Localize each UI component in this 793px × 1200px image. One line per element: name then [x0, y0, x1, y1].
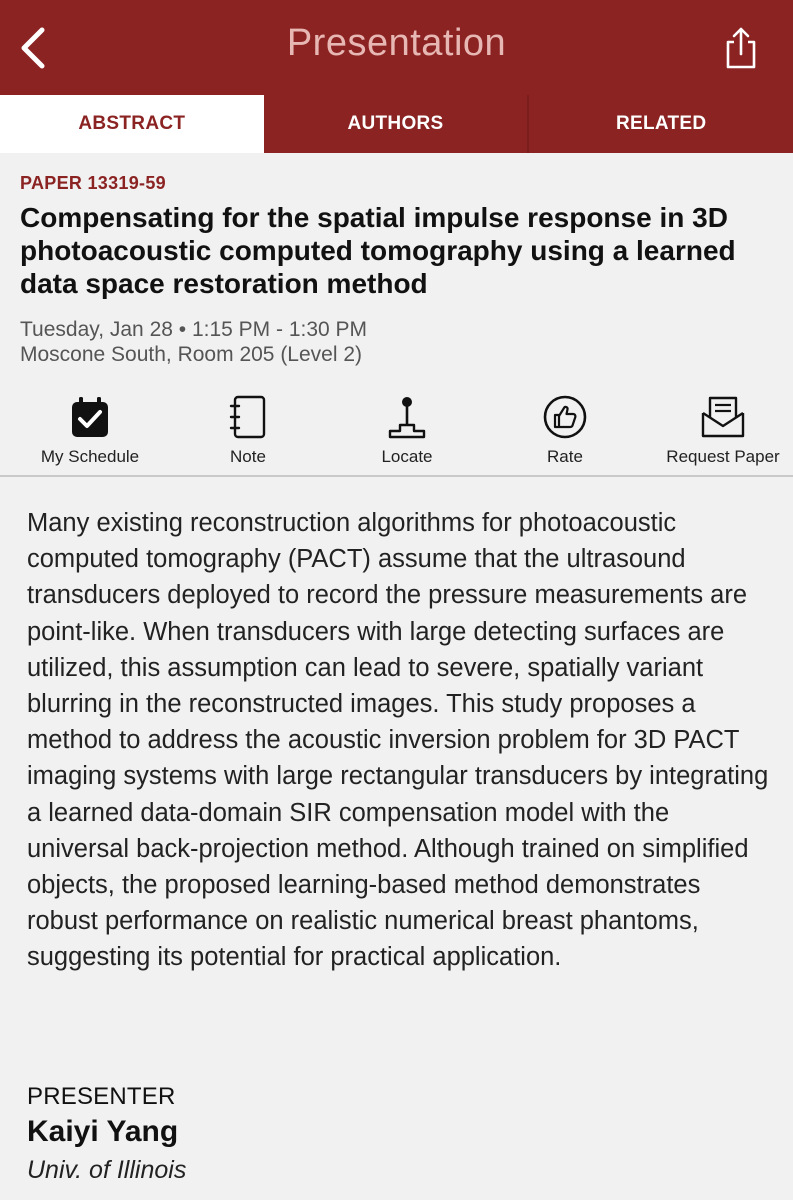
action-label-request-paper: Request Paper: [666, 447, 780, 466]
action-label-note: Note: [230, 447, 266, 466]
session-info: [20, 317, 720, 367]
action-label-rate: Rate: [547, 447, 583, 466]
tab-related[interactable]: RELATED: [527, 95, 793, 153]
note-button[interactable]: [173, 393, 323, 467]
envelope-icon: [699, 395, 747, 439]
tab-bar: [0, 95, 793, 153]
action-label-my-schedule: My Schedule: [40, 447, 140, 466]
thumbs-up-icon: [543, 395, 587, 439]
presenter-affiliation: Univ. of Illinois: [27, 1156, 187, 1184]
notebook-icon: [228, 395, 268, 439]
abstract-text: Many existing reconstruction algorithms for photoacoustic computed tomography (PACT) assume that the ultrasound transducers deployed to record the pressure measurements are point-like. When transducers with large detecting surfaces are utilized, this assumption can lead to severe, spatially variant blurring in the reconstructed images. This study proposes a method to address the acoustic inversion problem for 3D PACT imaging systems with large rectangular transducers by integrating a learned data-domain SIR compensation model with the universal back-projection method. Although trained on simplified objects, the proposed learning-based method demonstrates robust performance on realistic numerical breast phantoms, suggesting its potential for practical application.: [27, 509, 769, 972]
presenter-label: PRESENTER: [27, 1083, 176, 1110]
paper-title: Compensating for the spatial impulse response in 3D photoacoustic computed tomography using a learned data space restoration method: [20, 202, 736, 299]
action-toolbar: [0, 393, 793, 475]
checked-calendar-icon: [70, 395, 110, 439]
session-location: Moscone South, Room 205 (Level 2): [20, 343, 363, 366]
locate-button[interactable]: [332, 393, 482, 467]
my-schedule-button[interactable]: [15, 393, 165, 467]
presenter-name[interactable]: Kaiyi Yang: [27, 1115, 179, 1148]
page-title: Presentation: [286, 22, 507, 64]
divider: [0, 475, 793, 477]
action-label-locate: Locate: [381, 447, 433, 466]
rate-button[interactable]: [490, 393, 640, 467]
paper-id: PAPER 13319-59: [20, 173, 166, 193]
session-time: Tuesday, Jan 28 • 1:15 PM - 1:30 PM: [20, 318, 368, 341]
tab-abstract[interactable]: ABSTRACT: [0, 95, 264, 153]
share-icon: [723, 26, 759, 70]
tab-authors[interactable]: AUTHORS: [347, 113, 444, 134]
top-bar: [0, 0, 793, 95]
request-paper-button[interactable]: [648, 393, 793, 467]
joystick-icon: [387, 395, 427, 439]
share-button[interactable]: [719, 24, 763, 72]
